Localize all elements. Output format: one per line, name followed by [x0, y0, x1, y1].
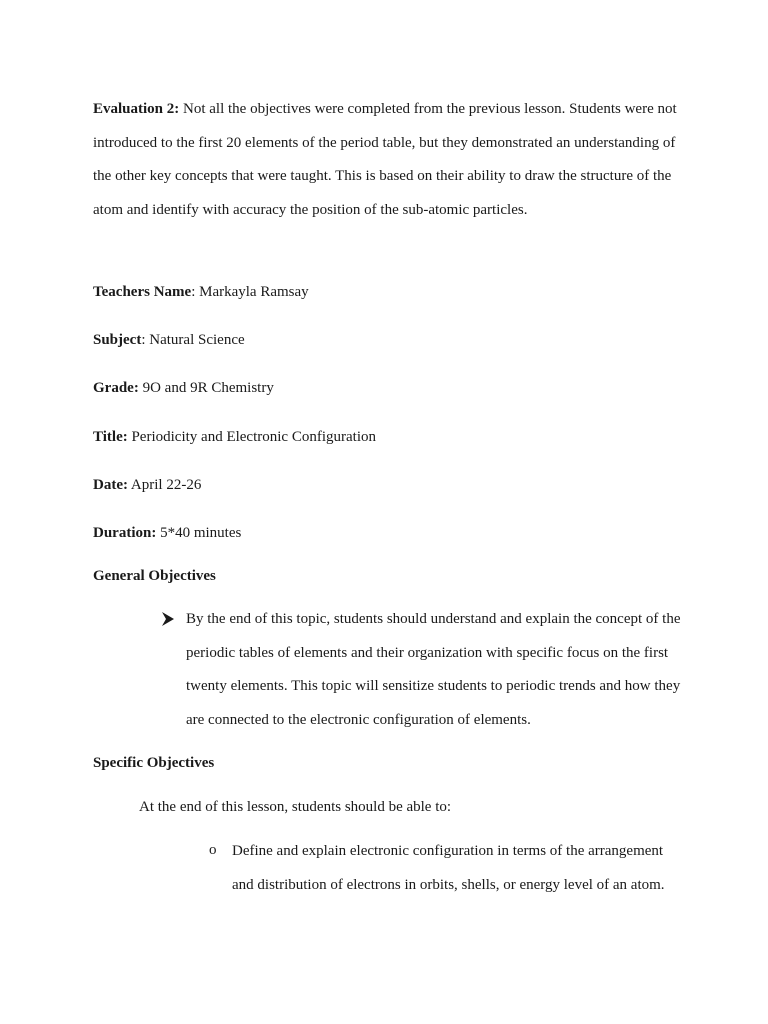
subject-field — [93, 332, 245, 349]
circle-bullet-icon: o — [209, 842, 217, 858]
teacher-name-label: Teachers Name — [93, 284, 192, 300]
general-objectives-heading: General Objectives — [93, 568, 216, 584]
general-objective-text: By the end of this topic, students should understand and explain the concept of the periodic tables of elements and their organization with specific focus on the first twenty elements. This topic will sensitize students to periodic trends and how they are connected to the electronic configuration of elements. — [186, 611, 681, 728]
specific-objective-item: Define and explain electronic configuration in terms of the arrangement and distribution of electrons in orbits, shells, or energy level of an atom. — [232, 843, 665, 893]
evaluation-text: Not all the objectives were completed from the previous lesson. Students were not introduced to the first 20 elements of the period table, but they demonstrated an understanding of the other key concepts that were taught. This is based on their ability to draw the structure of the atom and identify with accuracy the position of the sub-atomic particles. — [93, 101, 677, 218]
title-label: Title: — [93, 429, 128, 445]
grade-field — [93, 380, 274, 397]
date-label: Date: — [93, 477, 128, 493]
specific-objectives-intro: At the end of this lesson, students should be able to: — [139, 799, 452, 815]
subject-value: : Natural Science — [141, 332, 245, 348]
date-value: April 22-26 — [127, 477, 202, 493]
specific-objectives-heading: Specific Objectives — [93, 755, 215, 771]
teacher-name-value: : Markayla Ramsay — [191, 284, 309, 300]
subject-label: Subject — [93, 332, 142, 348]
teacher-name-field — [93, 284, 309, 301]
title-value: Periodicity and Electronic Configuration — [127, 429, 376, 445]
evaluation-paragraph — [93, 93, 683, 227]
grade-value: 9O and 9R Chemistry — [138, 380, 274, 396]
grade-label: Grade: — [93, 380, 139, 396]
arrowhead-bullet-icon — [161, 611, 175, 627]
evaluation-label: Evaluation 2: — [93, 101, 180, 117]
date-field — [93, 477, 201, 494]
duration-field — [93, 525, 241, 542]
duration-label: Duration: — [93, 525, 157, 541]
title-field — [93, 429, 376, 446]
duration-value: 5*40 minutes — [156, 525, 242, 541]
